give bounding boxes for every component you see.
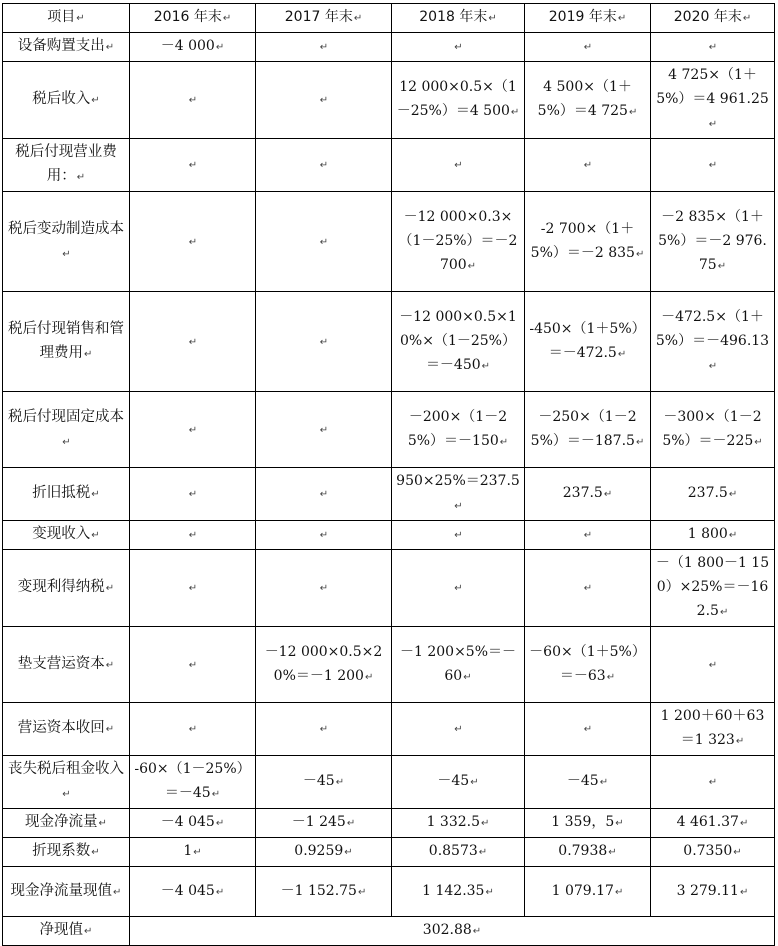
paragraph-mark: ↵ <box>708 777 718 788</box>
table-cell-text: 0.9259 <box>294 843 344 859</box>
paragraph-mark: ↵ <box>335 777 345 788</box>
paragraph-mark: ↵ <box>344 847 353 858</box>
table-cell <box>525 627 651 703</box>
npv-row <box>3 917 775 946</box>
table-cell-text: 0.7938 <box>558 843 608 859</box>
row-label <box>3 192 130 292</box>
table-cell-text: 1 142.35 <box>422 882 485 899</box>
table-cell <box>392 192 525 292</box>
table-cell <box>651 756 775 809</box>
table-cell <box>525 392 651 468</box>
paragraph-mark: ↵ <box>472 926 482 937</box>
paragraph-mark: ↵ <box>319 489 329 500</box>
paragraph-mark: ↵ <box>708 42 718 53</box>
table-cell <box>525 292 651 392</box>
row-label <box>3 809 130 838</box>
table-cell-text: 1 332.5 <box>426 814 481 830</box>
table-row <box>3 468 775 521</box>
table-cell <box>256 468 392 521</box>
table-cell <box>256 521 392 550</box>
table-cell <box>392 292 525 392</box>
table-cell-text: 237.5 <box>562 485 603 501</box>
table-cell-text: －472.5×（1＋5%）＝－496.13 <box>655 308 770 349</box>
row-label-text: 折旧抵税 <box>32 485 91 501</box>
table-cell <box>651 292 775 392</box>
row-label-text: 变现利得纳税 <box>17 579 105 595</box>
table-cell <box>392 838 525 867</box>
row-label <box>3 292 130 392</box>
table-row <box>3 292 775 392</box>
table-row <box>3 838 775 867</box>
paragraph-mark: ↵ <box>188 160 198 171</box>
paragraph-mark: ↵ <box>454 501 463 512</box>
table-cell <box>525 33 651 62</box>
table-cell <box>256 627 392 703</box>
table-cell <box>525 809 651 838</box>
header-cell-2016: 2016 年末↵ <box>130 4 256 33</box>
header-cell-2018: 2018 年末↵ <box>392 4 525 33</box>
paragraph-mark: ↵ <box>499 436 509 448</box>
table-cell <box>130 809 256 838</box>
table-cell <box>256 550 392 627</box>
paragraph-mark: ↵ <box>708 659 718 671</box>
paragraph-mark: ↵ <box>188 724 198 735</box>
row-label <box>3 867 130 917</box>
paragraph-mark: ↵ <box>84 926 93 937</box>
paragraph-mark: ↵ <box>728 489 738 500</box>
paragraph-mark: ↵ <box>319 42 329 53</box>
paragraph-mark: ↵ <box>733 847 742 858</box>
table-cell <box>392 392 525 468</box>
table-cell-text: 1 <box>183 843 193 859</box>
table-cell <box>651 192 775 292</box>
table-cell <box>525 468 651 521</box>
paragraph-mark: ↵ <box>188 95 198 106</box>
paragraph-mark: ↵ <box>188 489 198 500</box>
table-cell <box>392 33 525 62</box>
paragraph-mark: ↵ <box>614 886 624 898</box>
table-row <box>3 809 775 838</box>
paragraph-mark: ↵ <box>583 42 593 53</box>
table-cell-text: －1 152.75 <box>280 882 357 899</box>
paragraph-mark: ↵ <box>735 736 745 747</box>
table-cell-text: 1 359，5 <box>551 814 615 830</box>
table-cell-text: －4 045 <box>160 814 215 830</box>
table-cell-text: 4 461.37 <box>676 814 739 830</box>
paragraph-mark: ↵ <box>215 42 225 53</box>
table-row <box>3 756 775 809</box>
table-cell <box>130 62 256 139</box>
table-cell-text: －45 <box>437 773 470 789</box>
row-label-text: 税后付现固定成本 <box>8 408 124 425</box>
paragraph-mark: ↵ <box>583 530 593 541</box>
npv-value <box>130 917 775 946</box>
paragraph-mark: ↵ <box>485 886 494 898</box>
table-cell-text: 950×25%＝237.5 <box>396 473 520 489</box>
table-cell <box>525 867 651 917</box>
row-label-text: 变现收入 <box>32 526 91 542</box>
table-cell <box>392 703 525 756</box>
paragraph-mark: ↵ <box>454 724 463 735</box>
table-cell <box>392 809 525 838</box>
header-cell-2017: 2017 年末↵ <box>256 4 392 33</box>
table-row <box>3 521 775 550</box>
table-row <box>3 867 775 917</box>
table-cell <box>130 703 256 756</box>
row-label-text: 税后付现销售和管理费用 <box>8 320 124 361</box>
table-cell <box>392 627 525 703</box>
row-label-text: 营运资本收回 <box>17 720 105 736</box>
paragraph-mark: ↵ <box>62 248 71 260</box>
paragraph-mark: ↵ <box>188 424 198 436</box>
paragraph-mark: ↵ <box>113 886 122 898</box>
paragraph-mark: ↵ <box>84 348 93 360</box>
table-cell <box>392 62 525 139</box>
paragraph-mark: ↵ <box>62 436 71 448</box>
table-cell-text: 0.7350 <box>683 843 733 859</box>
paragraph-mark: ↵ <box>215 818 225 829</box>
row-label <box>3 838 130 867</box>
table-cell <box>130 521 256 550</box>
table-cell <box>256 292 392 392</box>
paragraph-mark: ↵ <box>583 583 593 594</box>
row-label <box>3 62 130 139</box>
cash-flow-table-body <box>3 4 775 946</box>
table-cell-text: －12 000×0.5×10%×（1－25%）＝－450 <box>399 308 517 373</box>
table-cell-text: -450×（1＋5%）＝－472.5 <box>529 320 646 361</box>
paragraph-mark: ↵ <box>357 886 367 898</box>
paragraph-mark: ↵ <box>188 583 198 594</box>
table-cell <box>392 756 525 809</box>
paragraph-mark: ↵ <box>188 530 198 541</box>
table-cell-text: 1 200＋60＋63＝1 323 <box>660 708 765 748</box>
row-label <box>3 521 130 550</box>
row-label-text: 税后变动制造成本 <box>8 220 124 237</box>
row-label-text: 丧失税后租金收入 <box>8 761 124 777</box>
paragraph-mark: ↵ <box>719 607 729 618</box>
paragraph-mark: ↵ <box>91 95 100 106</box>
table-cell <box>525 139 651 192</box>
paragraph-mark: ↵ <box>481 360 491 372</box>
table-cell <box>651 62 775 139</box>
row-label <box>3 139 130 192</box>
table-cell <box>130 627 256 703</box>
paragraph-mark: ↵ <box>319 95 329 106</box>
paragraph-mark: ↵ <box>188 236 198 248</box>
table-cell-text: -60×（1－25%）＝－45 <box>134 761 251 801</box>
table-cell <box>525 838 651 867</box>
table-cell <box>651 139 775 192</box>
table-cell <box>392 521 525 550</box>
table-cell <box>651 392 775 468</box>
paragraph-mark: ↵ <box>454 42 463 53</box>
row-label <box>3 468 130 521</box>
paragraph-mark: ↵ <box>76 172 86 183</box>
row-label <box>3 33 130 62</box>
table-cell-text: －250×（1－25%）＝－187.5 <box>530 408 637 449</box>
header-cell-item: 项目↵ <box>3 4 130 33</box>
paragraph-mark: ↵ <box>319 336 329 348</box>
paragraph-mark: ↵ <box>454 583 463 594</box>
paragraph-mark: ↵ <box>188 336 198 348</box>
paragraph-mark: ↵ <box>319 160 329 171</box>
row-label <box>3 550 130 627</box>
table-cell-text: －300×（1－25%）＝－225 <box>662 408 762 449</box>
paragraph-mark: ↵ <box>62 789 71 800</box>
table-cell-text: －4 045 <box>160 882 215 899</box>
paragraph-mark: ↵ <box>105 42 115 53</box>
table-cell <box>130 292 256 392</box>
table-cell <box>651 867 775 917</box>
header-cell-2020: 2020 年末↵ <box>651 4 775 33</box>
table-cell-text: 3 279.11 <box>676 882 739 899</box>
paragraph-mark: ↵ <box>470 777 479 788</box>
paragraph-mark: ↵ <box>319 530 329 541</box>
paragraph-mark: ↵ <box>615 818 624 829</box>
table-row <box>3 703 775 756</box>
table-cell <box>130 139 256 192</box>
paragraph-mark: ↵ <box>510 107 520 118</box>
table-cell <box>256 33 392 62</box>
table-cell-text: －12 000×0.3×（1－25%）＝－2 700 <box>398 208 518 273</box>
paragraph-mark: ↵ <box>319 424 329 436</box>
row-label-text: 现金净流量 <box>25 814 98 830</box>
paragraph-mark: ↵ <box>463 671 472 683</box>
paragraph-mark: ↵ <box>193 847 202 858</box>
table-cell-text: －4 000 <box>160 38 215 54</box>
paragraph-mark: ↵ <box>105 659 115 671</box>
table-cell-text: 1 800 <box>687 526 728 542</box>
paragraph-mark: ↵ <box>606 671 616 683</box>
table-cell <box>651 550 775 627</box>
paragraph-mark: ↵ <box>319 724 329 735</box>
table-cell <box>256 703 392 756</box>
table-cell-text: －12 000×0.5×20%＝－1 200 <box>264 643 383 684</box>
table-cell <box>525 703 651 756</box>
table-cell-text: －200×（1－25%）＝－150 <box>407 408 508 449</box>
paragraph-mark: ↵ <box>478 847 488 858</box>
paragraph-mark: ↵ <box>599 777 609 788</box>
table-cell <box>651 703 775 756</box>
paragraph-mark: ↵ <box>739 818 749 829</box>
table-row <box>3 62 775 139</box>
paragraph-mark: ↵ <box>454 530 463 541</box>
paragraph-mark: ↵ <box>481 818 490 829</box>
table-cell <box>256 756 392 809</box>
paragraph-mark: ↵ <box>608 847 617 858</box>
paragraph-mark: ↵ <box>583 160 593 171</box>
table-cell <box>256 192 392 292</box>
table-cell-text: 4 725×（1＋5%）＝4 961.25 <box>656 67 769 107</box>
table-cell-text: 237.5 <box>687 485 728 501</box>
npv-label-text: 净现值 <box>39 922 84 938</box>
paragraph-mark: ↵ <box>215 886 225 898</box>
paragraph-mark: ↵ <box>617 348 627 360</box>
table-row <box>3 192 775 292</box>
paragraph-mark: ↵ <box>739 886 749 898</box>
row-label <box>3 627 130 703</box>
table-cell <box>392 550 525 627</box>
paragraph-mark: ↵ <box>364 671 374 683</box>
paragraph-mark: ↵ <box>346 818 356 829</box>
table-cell <box>130 192 256 292</box>
paragraph-mark: ↵ <box>467 260 477 272</box>
paragraph-mark: ↵ <box>105 724 115 735</box>
paragraph-mark: ↵ <box>319 583 329 594</box>
table-cell <box>651 521 775 550</box>
row-label-text: 现金净流量现值 <box>10 882 113 899</box>
cash-flow-table <box>2 3 775 946</box>
table-row <box>3 392 775 468</box>
paragraph-mark: ↵ <box>98 818 107 829</box>
row-label-text: 税后付现营业费用： <box>15 144 117 184</box>
table-cell <box>256 867 392 917</box>
table-cell <box>130 33 256 62</box>
row-label-text: 折现系数 <box>32 843 91 859</box>
npv-value-text: 302.88 <box>422 922 472 938</box>
row-label <box>3 756 130 809</box>
paragraph-mark: ↵ <box>728 530 738 541</box>
paragraph-mark: ↵ <box>708 160 718 171</box>
table-cell <box>256 392 392 468</box>
table-cell <box>256 838 392 867</box>
paragraph-mark: ↵ <box>754 436 763 448</box>
paragraph-mark: ↵ <box>635 248 645 260</box>
paragraph-mark: ↵ <box>105 583 115 594</box>
paragraph-mark: ↵ <box>603 489 613 500</box>
row-label <box>3 703 130 756</box>
paragraph-mark: ↵ <box>91 530 100 541</box>
paragraph-mark: ↵ <box>583 724 593 735</box>
table-cell <box>651 468 775 521</box>
paragraph-mark: ↵ <box>211 789 221 800</box>
table-cell <box>651 627 775 703</box>
table-cell <box>130 468 256 521</box>
table-cell-text: －1 200×5%＝－60 <box>399 643 517 684</box>
paragraph-mark: ↵ <box>319 236 329 248</box>
table-cell <box>392 468 525 521</box>
table-cell-text: 12 000×0.5×（1－25%）＝4 500 <box>396 79 517 119</box>
table-cell <box>256 139 392 192</box>
table-cell-text: －1 245 <box>291 814 346 830</box>
table-cell-text: －45 <box>302 773 335 789</box>
table-cell <box>525 192 651 292</box>
table-row <box>3 33 775 62</box>
table-cell <box>651 809 775 838</box>
row-label-text: 税后收入 <box>32 91 91 107</box>
table-cell-text: －60×（1＋5%）＝－63 <box>529 643 646 684</box>
paragraph-mark: ↵ <box>454 160 463 171</box>
table-cell <box>525 550 651 627</box>
header-row <box>3 4 775 33</box>
table-cell-text: 0.8573 <box>428 843 478 859</box>
table-cell-text: －（1 800－1 150）×25%＝－162.5 <box>655 555 770 619</box>
table-cell <box>256 62 392 139</box>
paragraph-mark: ↵ <box>91 489 100 500</box>
paragraph-mark: ↵ <box>708 119 718 130</box>
table-cell <box>256 809 392 838</box>
table-cell <box>130 867 256 917</box>
table-cell <box>525 521 651 550</box>
table-cell <box>130 550 256 627</box>
npv-label <box>3 917 130 946</box>
table-cell <box>392 867 525 917</box>
table-row <box>3 139 775 192</box>
table-cell <box>651 838 775 867</box>
table-cell-text: 4 500×（1＋5%）＝4 725 <box>537 79 632 119</box>
table-cell-text: －45 <box>566 773 599 789</box>
table-cell <box>392 139 525 192</box>
table-cell <box>130 392 256 468</box>
table-cell <box>651 33 775 62</box>
table-row <box>3 550 775 627</box>
paragraph-mark: ↵ <box>188 659 198 671</box>
paragraph-mark: ↵ <box>708 360 718 372</box>
header-cell-2019: 2019 年末↵ <box>525 4 651 33</box>
row-label-text: 设备购置支出 <box>17 38 105 54</box>
table-row <box>3 627 775 703</box>
table-cell <box>525 756 651 809</box>
table-cell <box>130 756 256 809</box>
row-label-text: 垫支营运资本 <box>17 655 105 672</box>
paragraph-mark: ↵ <box>628 107 638 118</box>
paragraph-mark: ↵ <box>717 260 727 272</box>
row-label <box>3 392 130 468</box>
table-cell-text: －2 835×（1＋5%）＝－2 976.75 <box>658 208 767 273</box>
table-cell <box>130 838 256 867</box>
table-cell <box>525 62 651 139</box>
table-cell-text: 1 079.17 <box>551 882 614 899</box>
paragraph-mark: ↵ <box>91 847 100 858</box>
paragraph-mark: ↵ <box>635 436 645 448</box>
table-cell-text: -2 700×（1＋5%）＝－2 835 <box>530 220 635 261</box>
